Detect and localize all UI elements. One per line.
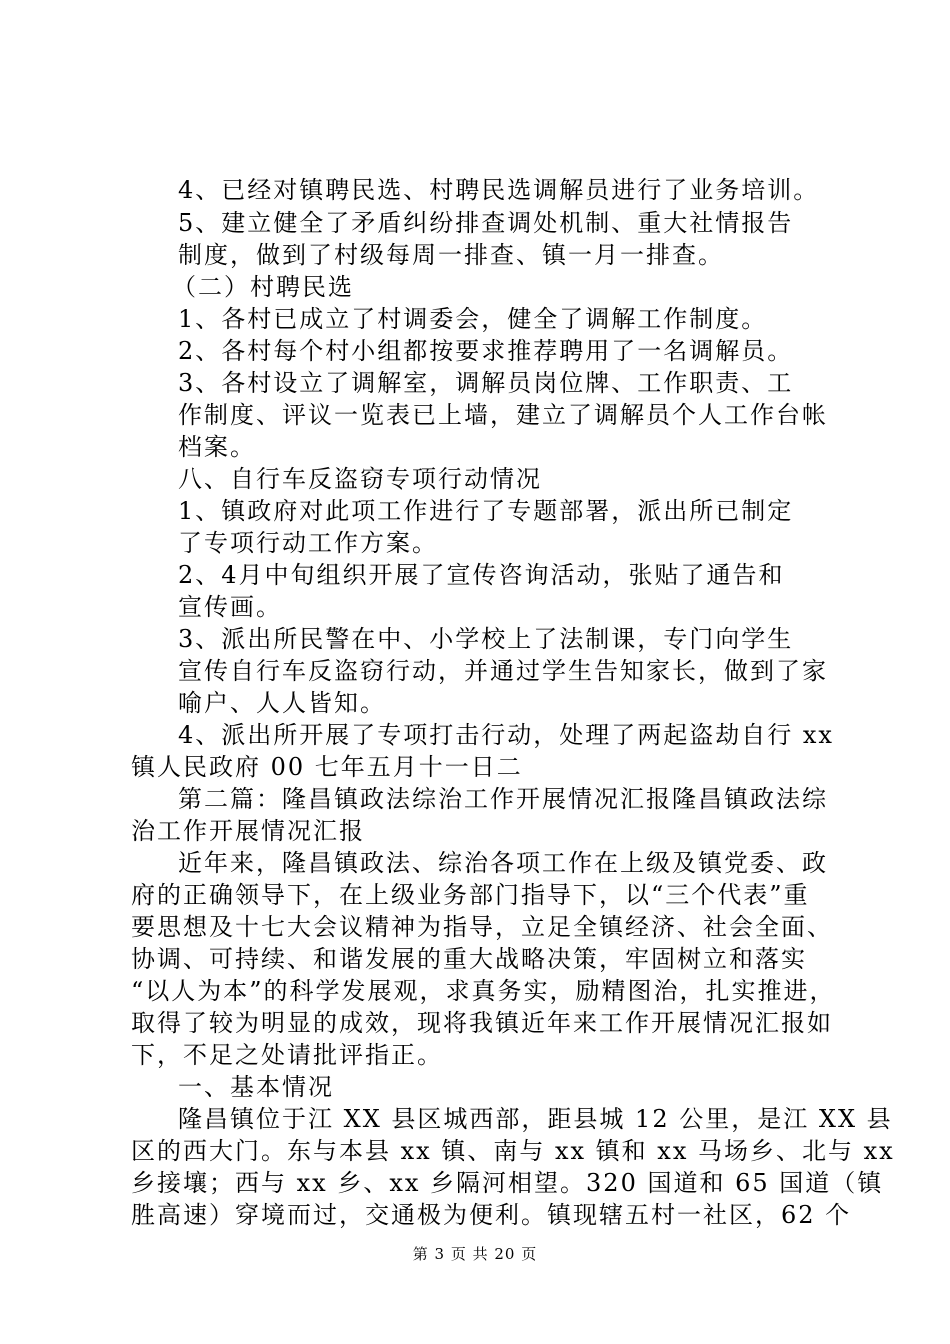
text-line: 宣传自行车反盗窃行动，并通过学生告知家长，做到了家 xyxy=(178,657,828,685)
section-heading: 一、基本情况 xyxy=(178,1073,334,1101)
paragraph-line: 要思想及十七大会议精神为指导，立足全镇经济、社会全面、 xyxy=(131,913,833,941)
paragraph-line: 乡接壤；西与 xx 乡、xx 乡隔河相望。320 国道和 65 国道（镇 xyxy=(131,1169,884,1197)
text-line: 作制度、评议一览表已上墙，建立了调解员个人工作台帐 xyxy=(178,401,828,429)
paragraph-line: 区的西大门。东与本县 xx 镇、南与 xx 镇和 xx 马场乡、北与 xx xyxy=(131,1137,895,1165)
text-line: 制度，做到了村级每周一排查、镇一月一排查。 xyxy=(178,241,724,269)
text-line: 2、各村每个村小组都按要求推荐聘用了一名调解员。 xyxy=(178,337,794,365)
section-heading: （二）村聘民选 xyxy=(172,273,354,301)
text-line: 喻户、人人皆知。 xyxy=(178,689,386,717)
paragraph-line: 隆昌镇位于江 XX 县区城西部，距县城 12 公里，是江 XX 县 xyxy=(178,1105,893,1133)
text-line: 3、派出所民警在中、小学校上了法制课，专门向学生 xyxy=(178,625,794,653)
paragraph-line: 取得了较为明显的成效，现将我镇近年来工作开展情况汇报如 xyxy=(131,1009,833,1037)
text-line: 1、镇政府对此项工作进行了专题部署，派出所已制定 xyxy=(178,497,794,525)
text-line: 了专项行动工作方案。 xyxy=(178,529,438,557)
text-line: 镇人民政府 00 七年五月十一日二 xyxy=(131,753,523,781)
chapter-heading: 治工作开展情况汇报 xyxy=(131,817,365,845)
paragraph-line: 胜高速）穿境而过，交通极为便利。镇现辖五村一社区，62 个 xyxy=(131,1201,852,1229)
paragraph-line: “以人为本”的科学发展观，求真务实，励精图治，扎实推进， xyxy=(131,977,836,1005)
paragraph-line: 府的正确领导下，在上级业务部门指导下，以“三个代表”重 xyxy=(131,881,810,909)
chapter-heading: 第二篇：隆昌镇政法综治工作开展情况汇报隆昌镇政法综 xyxy=(178,785,828,813)
text-line: 档案。 xyxy=(178,433,256,461)
paragraph-line: 协调、可持续、和谐发展的重大战略决策，牢固树立和落实 xyxy=(131,945,807,973)
text-line: 5、建立健全了矛盾纠纷排查调处机制、重大社情报告 xyxy=(178,209,794,237)
paragraph-line: 近年来，隆昌镇政法、综治各项工作在上级及镇党委、政 xyxy=(178,849,828,877)
page-number-footer: 第 3 页 共 20 页 xyxy=(412,1245,538,1263)
text-line: 4、已经对镇聘民选、村聘民选调解员进行了业务培训。 xyxy=(178,176,820,204)
text-line: 2、4月中旬组织开展了宣传咨询活动，张贴了通告和 xyxy=(178,561,785,589)
paragraph-line: 下，不足之处请批评指正。 xyxy=(131,1041,443,1069)
text-line: 4、派出所开展了专项打击行动，处理了两起盗劫自行 xx xyxy=(178,721,834,749)
text-line: 3、各村设立了调解室，调解员岗位牌、工作职责、工 xyxy=(178,369,794,397)
text-line: 1、各村已成立了村调委会，健全了调解工作制度。 xyxy=(178,305,768,333)
section-heading: 八、自行车反盗窃专项行动情况 xyxy=(178,465,542,493)
text-line: 宣传画。 xyxy=(178,593,282,621)
